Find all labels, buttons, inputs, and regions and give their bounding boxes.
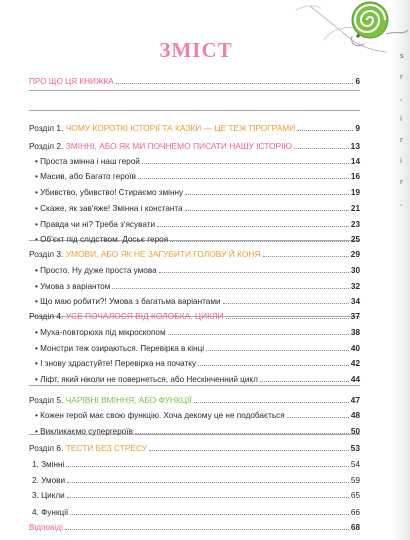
page-number: 9 — [355, 123, 360, 133]
toc-chapter-row[interactable] — [29, 246, 360, 260]
chapter-title: ТЕСТИ БЕЗ СТРЕСУ — [65, 443, 148, 453]
dot-leader — [149, 450, 349, 451]
page-edge — [392, 0, 410, 540]
page-number: 32 — [350, 282, 360, 291]
page-number: 6 — [355, 77, 360, 86]
toc-subsection-row[interactable] — [29, 371, 360, 385]
toc-row[interactable] — [29, 73, 360, 87]
page-number: 42 — [350, 359, 360, 368]
page-number: 53 — [350, 443, 360, 453]
page-number: 16 — [350, 172, 360, 181]
toc-chapter-row[interactable] — [29, 392, 360, 406]
toc-entry-text: • Викликаємо супергероїв — [35, 427, 133, 436]
dot-leader — [112, 288, 349, 289]
page-number: 65 — [350, 491, 360, 500]
dot-leader — [135, 433, 349, 434]
edge-marks: s r , i r i r , — [400, 52, 404, 207]
toc-row[interactable] — [29, 487, 360, 501]
toc-entry-text: 4. Функції — [32, 508, 69, 517]
toc-subsection-row[interactable] — [29, 423, 360, 437]
toc-entry-text: • Монстри теж озираються. Перевірка в кінці — [35, 344, 205, 353]
page-number: 47 — [350, 395, 360, 405]
toc-subsection-row[interactable] — [29, 407, 360, 421]
dot-leader — [66, 466, 349, 467]
dot-leader — [159, 272, 349, 273]
toc-subsection-row[interactable] — [29, 324, 360, 338]
section-divider — [29, 385, 360, 386]
page-number: 66 — [350, 508, 360, 517]
toc-entry-text: 3. Цикли — [32, 491, 65, 500]
toc-chapter-row[interactable] — [29, 138, 360, 152]
toc-subsection-row[interactable] — [29, 168, 360, 182]
dot-leader — [294, 148, 349, 149]
page-number: 34 — [350, 297, 360, 306]
toc-entry-text — [29, 311, 224, 322]
dot-leader — [157, 226, 349, 227]
toc-subsection-row[interactable] — [29, 184, 360, 198]
toc-subsection-row[interactable] — [29, 231, 360, 245]
toc-entry-text — [29, 123, 295, 134]
toc-entry-text: • Умова з варіантом — [35, 282, 111, 291]
chapter-title: ЧОМУ КОРОТКІ ІСТОРІЇ ТА КАЗКИ — ЦЕ ТЕЖ ПРОГРАМИ — [65, 123, 296, 133]
dot-leader — [170, 241, 349, 242]
toc-chapter-row[interactable] — [29, 120, 360, 134]
page-number: 30 — [350, 266, 360, 275]
chapter-number: Розділ 6. — [29, 443, 66, 453]
intro-title: ПРО ЩО ЦЯ КНИЖКА — [29, 77, 114, 86]
toc-entry-text: 1. Змінні — [32, 460, 65, 469]
toc-subsection-row[interactable] — [29, 340, 360, 354]
dot-leader — [287, 417, 349, 418]
page-number: 13 — [350, 141, 360, 151]
toc-subsection-row[interactable] — [29, 293, 360, 307]
toc-entry-text — [29, 443, 147, 454]
dot-leader — [194, 402, 349, 403]
toc-entry-text: • Муха-повторюха під мікроскопом — [35, 328, 166, 337]
page-title: ЗМІСТ — [159, 38, 233, 62]
toc-chapter-row[interactable] — [29, 440, 360, 454]
toc-subsection-row[interactable] — [29, 153, 360, 167]
chapter-title: УМОВИ, АБО ЯК НЕ ЗАГУБИТИ ГОЛОВУ Й КОНЯ — [65, 249, 261, 259]
section-divider — [29, 110, 360, 111]
page-number: 59 — [350, 476, 360, 485]
dot-leader — [185, 210, 349, 211]
toc-entry-text: • Правда чи ні? Треба з'ясувати — [35, 220, 156, 229]
dot-leader — [297, 130, 353, 131]
chapter-title: УСЕ ПОЧАЛОСЯ ВІД КОЛОБКА. ЦИКЛИ — [65, 311, 224, 321]
page-number: 19 — [350, 188, 360, 197]
chapter-number: Розділ 5. — [29, 395, 66, 405]
dot-leader — [168, 334, 349, 335]
toc-entry-text: • Убивство, убивство! Стираємо змінну — [35, 188, 184, 197]
toc-subsection-row[interactable] — [29, 278, 360, 292]
dot-leader — [116, 83, 354, 84]
toc-chapter-row[interactable] — [29, 308, 360, 322]
dot-leader — [65, 529, 349, 530]
toc-entry-text: • Об'єкт під слідством. Досьє героя — [35, 235, 169, 244]
toc-entry-text — [29, 76, 114, 87]
chapter-number: Розділ 2. — [29, 141, 66, 151]
chapter-title: ЗМІННІ, АБО ЯК МИ ПОЧНЕМО ПИСАТИ НАШУ ІСТОРІЮ — [65, 141, 292, 151]
page-number: 44 — [350, 375, 360, 384]
chapter-number: Розділ 3. — [29, 249, 66, 259]
toc-entry-text — [29, 522, 63, 533]
toc-row[interactable] — [29, 504, 360, 518]
page-number: 40 — [350, 344, 360, 353]
toc-entry-text: • І знову здрастуйте! Перевірка на початку — [35, 359, 197, 368]
toc-entry-text: • Просто. Ну дуже проста умова — [35, 266, 157, 275]
page-number: 38 — [350, 328, 360, 337]
dot-leader — [223, 303, 349, 304]
toc-subsection-row[interactable] — [29, 216, 360, 230]
dot-leader — [67, 482, 349, 483]
toc-entry-text: • Кожен герой має свою функцію. Хоча декому це не подобається — [35, 411, 285, 420]
page-number: 68 — [350, 523, 360, 532]
dot-leader — [260, 381, 349, 382]
section-divider — [29, 90, 360, 91]
toc-subsection-row[interactable] — [29, 200, 360, 214]
chapter-title: ЧАРІВНІ ВМІННЯ, АБО ФУНКЦІЇ — [65, 395, 192, 405]
toc-subsection-row[interactable] — [29, 355, 360, 369]
chapter-number: Розділ 4. — [29, 311, 66, 321]
page-number: 25 — [350, 235, 360, 244]
toc-entry-text: • Скаже, як зав'яже! Змінна і константа — [35, 204, 183, 213]
page-number: 14 — [350, 157, 360, 166]
page-number: 48 — [350, 411, 360, 420]
page-number: 21 — [350, 204, 360, 213]
dot-leader — [142, 163, 349, 164]
toc-subsection-row[interactable] — [29, 262, 360, 276]
dot-leader — [206, 350, 349, 351]
answers-title: Відповіді — [29, 523, 63, 532]
toc-entry-text: • Проста змінна і наш герой — [35, 157, 140, 166]
toc-row[interactable] — [29, 472, 360, 486]
dot-leader — [67, 497, 349, 498]
toc-row[interactable] — [29, 519, 360, 533]
toc-entry-text: • Що маю робити?! Умова з багатьма варіантами — [35, 297, 221, 306]
dot-leader — [185, 194, 349, 195]
page-number: 29 — [350, 249, 360, 259]
toc-row[interactable] — [29, 456, 360, 470]
toc-entry-text — [29, 395, 192, 406]
toc-entry-text: • Масив, або Багато героїв — [35, 172, 136, 181]
dot-leader — [70, 514, 349, 515]
page-number: 54 — [350, 460, 360, 469]
page-number: 50 — [350, 427, 360, 436]
toc-entry-text: • Ліфт, який ніколи не повернеться, або Нескінченний цикл — [35, 375, 258, 384]
toc-entry-text: 2. Умови — [32, 476, 66, 485]
snail-shell-icon — [352, 2, 388, 38]
toc-entry-text — [29, 141, 292, 152]
page-number: 23 — [350, 220, 360, 229]
dot-leader — [198, 365, 349, 366]
page-number: 37 — [350, 311, 360, 321]
chapter-number: Розділ 1. — [29, 123, 66, 133]
dot-leader — [138, 178, 349, 179]
dot-leader — [226, 318, 349, 319]
toc-entry-text — [29, 249, 261, 260]
dot-leader — [263, 256, 349, 257]
